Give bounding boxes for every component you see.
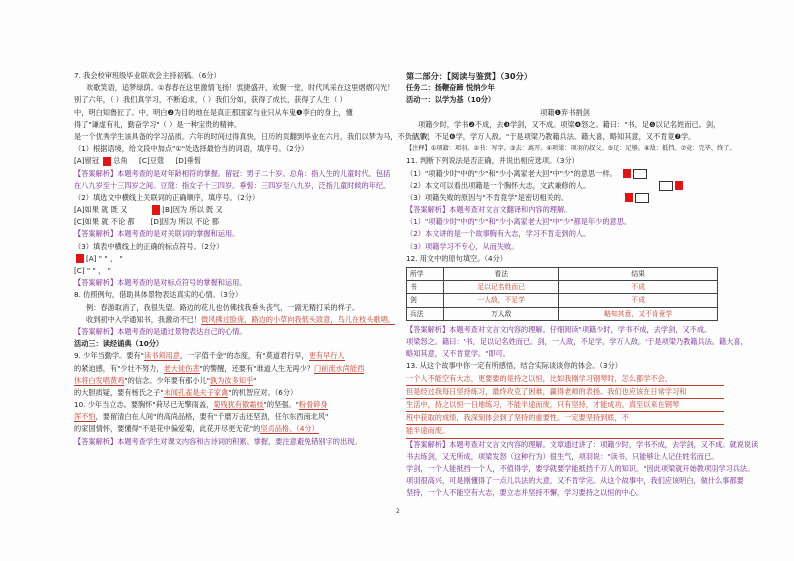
q10-line-3 <box>74 423 392 435</box>
q11-3-text: （3）项籍失败的原因与"不肯竟学"是密切相关的。 <box>406 192 569 202</box>
answer-text: 本题考查对文言文内容的理解。仔细阅读"项籍少时，学书不成，去学剑，又不成。 <box>449 324 712 334</box>
q7-line-3: 中，明白知鲁匠了。中，明白❷为目的地在是真正那国家与业只从车鬼❶李白的身上，懂 <box>74 107 353 117</box>
q13-answer-line-4: 班中获取的成绩，我深刻体会到了坚持的重要性。一定要坚持到底，不 <box>406 412 724 425</box>
q9-line-1 <box>74 350 392 362</box>
option-a: [A]留冠 <box>74 156 99 166</box>
q8-answer-prefix: 收到初中入学通知书，我激动不已！ <box>86 314 202 324</box>
q12-title: 12. 用文中的原句填空。（4分） <box>406 253 507 263</box>
option-a: [A]如果 就 既 又 <box>74 205 128 215</box>
q7-line-5: 是一个优秀学生该具备的学习品质。六年的时间过得真快，日历的页翻到毕业在六月，我们以梦为马，不负韶华！ <box>74 131 434 141</box>
answer-label: 【答案解析】 <box>406 205 450 215</box>
answer-explanation-6 <box>406 204 724 216</box>
q10-answer-2b: 浑不怕 <box>74 412 96 422</box>
q10-text: ，要留清白在人间"的高尚品格，要有"千磨万击还坚劲，任尔东西南北风" <box>95 412 329 422</box>
answer-explanation-8 <box>406 439 759 451</box>
q9-answer-2: 更有早行人 <box>308 351 345 361</box>
answer-explanation-7c: 略知其意，又不肯竟学。"即可。 <box>406 349 510 359</box>
q10-text: 的家国情怀，要懂得"不是花中偏爱菊，此花开尽更无花"的 <box>74 424 261 434</box>
answer-text: 本题考查的是对标点符号的掌握和运用。 <box>117 278 247 288</box>
answer-text: 本题考查的是通过景物表达自己的心情。 <box>117 326 247 336</box>
answer-label: 【答案解析】 <box>74 168 118 178</box>
answer-text: 本题考查的是对年龄相符的掌握。留冠：男子二十岁。总角：指人生的儿童时代，包括 <box>117 168 391 178</box>
table-cell: 万人敌 <box>444 307 559 320</box>
q8-answer-text: 微风拂过脸庞，路边的小草向我低头致意，鸟儿在枝头歌唱。 <box>201 314 396 324</box>
right-column <box>406 70 759 499</box>
q7-3-option-c: [C] " " ， " <box>74 266 111 275</box>
q7-2-question: （2）填选文中横线上关联词的正确顺序，填序号。（2分） <box>74 192 260 202</box>
option-d: [D]因为 所以 不论 都 <box>150 217 219 227</box>
answer-explanation-1 <box>74 168 392 180</box>
answer-text: 本题考查对文言文翻译和内容的理解。 <box>449 205 572 215</box>
option-d: [D]垂髫 <box>175 156 202 166</box>
answer-explanation-2 <box>74 228 392 240</box>
table-cell: 兵法 <box>407 307 444 320</box>
q8-answer <box>74 314 396 326</box>
q13-title: 13. 从这个故事中你一定有所感悟，结合实际谈谈你的体会。（3分） <box>406 361 622 371</box>
table-cell: 剑 <box>407 294 444 307</box>
answer-explanation-3 <box>74 277 392 289</box>
q7-2-options-ab <box>74 204 392 216</box>
table-cell: 书 <box>407 281 444 294</box>
q9-text: "的信念。少年要有那小儿" <box>124 375 211 385</box>
q10-line-2 <box>74 411 392 423</box>
q13-answer-line-3: 生活中，持之以恒一日地练习，不能半途而废，只有坚持，才能成功。真至以来在钢琴 <box>406 399 724 412</box>
q11-2-text: （2）本文可以看出项籍是一个胸怀大志，文武兼修的人。 <box>406 180 591 190</box>
answer-text: 本题考查对文言文内容的理解。文章通过讲了：项籍少时，学书不成，去学剑，又不成。就说说读 <box>449 439 759 449</box>
task-2-title: 任务二：扬鞭奋蹄 悦纳少年 <box>406 83 495 93</box>
table-row <box>407 281 718 294</box>
answer-text: 本题考查的是对关联词的掌握和运用。 <box>117 229 240 239</box>
table-cell: 一人敌，不足学 <box>444 294 559 307</box>
passage-line-1: 项籍少时，学书❷不成，去❸学剑，又不成。项梁❹怒之。籍曰："书，足❺以记名姓而已。剑， <box>418 119 721 129</box>
answer-label: 【答案解析】 <box>74 229 118 239</box>
answer-box <box>633 169 647 179</box>
selected-answer-mark <box>675 181 683 190</box>
q7-3-question: （3）填表中横线上的正确的标点符号。（2分） <box>74 241 224 251</box>
activity-1-title: 活动一：以学为基（10分） <box>406 95 496 105</box>
selected-answer-mark <box>103 157 111 166</box>
table-header-row <box>407 268 718 281</box>
passage-notes: 【注释】①项籍：项羽。②书：写字。③去：离开。④项梁：项羽的叔父。⑤足：足够。⑥敌：抵挡。⑦竟：完毕、终了。 <box>406 145 736 153</box>
q9-text: "的机智应对。（6分） <box>228 387 298 397</box>
q9-text: 9. 少年当勤学。要有" <box>74 351 144 361</box>
q10-answer-3: 坚贞品格。（4分） <box>260 424 319 434</box>
table-cell: 足以记名姓而已 <box>444 281 559 294</box>
answer-box <box>635 193 649 203</box>
answer-explanation-8b: 书去练剑，又无所成，项梁发怒（这种行为）很生气，项羽说："读书，只能够让人记住姓名而已。 <box>406 451 719 461</box>
table-header-cell: 所学 <box>407 268 444 281</box>
q7-line-2: 别了六年，（ ）我们真学习，不断追求，（ ）我们分如，获得了成长，获得了人生（ ） <box>74 95 347 105</box>
q8-title: 8. 仿照例句，借助具体景物表达真实的心情。（3分） <box>74 290 243 300</box>
q9-text: ，一字值千金"的态度，有"莫道君行早， <box>179 351 309 361</box>
q7-title: 7. 我会校审班级毕业联欢会主持初稿。（6分） <box>74 71 221 80</box>
q7-1-options <box>74 155 392 167</box>
q13-answer-line-1: 一个人不能空有大志，更要要的是持之以恒，比如我刚学习钢琴时，怎么都学不会， <box>406 373 724 386</box>
option-c: [C]豆蔻 <box>139 156 165 166</box>
answer-text: 本题考查学生对课文内容和古诗词的积累、掌握，要注意避免错别字的出现。 <box>117 436 362 446</box>
passage-line-2: 一人敌，不足❻学，学万人敌。"于是项梁乃教籍兵法。籍大喜，略知其意，又不肯竟❼学。 <box>406 131 696 141</box>
answer-box <box>659 181 673 191</box>
q10-text: "的坚强。" <box>263 400 299 410</box>
q7-1-question: （1）根据语境，给文段中加点"①"处选择最恰当的词语，填序号。（2分） <box>74 144 309 154</box>
q10-answer-1: 菊残犹有傲霜枝 <box>213 400 264 410</box>
answer-label: 【答案解析】 <box>74 278 118 288</box>
table-cell: 不成 <box>559 294 718 307</box>
table-header-cell: 看法 <box>444 268 559 281</box>
selected-answer-mark <box>623 169 631 178</box>
answer-explanation-1b: 在八九岁至十三四岁之间。豆蔻：指女子十三四岁。垂髫：三四岁至八九岁，泛指儿童时候的年纪。 <box>74 180 391 190</box>
q8-example: 例：春游取消了，我很失望。路边的花儿也仿佛找我垂头丧气，一副无精打采的样子。 <box>86 302 360 312</box>
table-header-cell: 结果 <box>559 268 718 281</box>
option-b: 总角 <box>113 156 128 166</box>
q9-text: "的警醒，还要有"谁道人生无再少？ <box>199 363 314 373</box>
q7-3-option-a <box>74 253 392 265</box>
q9-text: 的紧迫感，有"少壮不努力， <box>74 363 164 373</box>
page-number: 2 <box>396 508 400 515</box>
q11-2 <box>406 180 724 192</box>
q9-answer-4: 门前流水尚能西 <box>313 363 365 373</box>
table-row <box>407 307 718 320</box>
q11-3 <box>406 192 724 204</box>
q7-line-4: 得了"谦虚有礼，勤奋学习"（ ）是一种宝贵的精神。 <box>74 119 242 129</box>
option-b: [B]因为 所以 既 又 <box>162 205 223 215</box>
option-a: [A] " " ， " <box>86 253 123 263</box>
q10-text: 10. 少年当立志。要胸怀"荷尽已无擎雨盖， <box>74 400 214 410</box>
q13-answer-line-5: 能半途而废。 <box>406 425 724 438</box>
answer-explanation-8e: 坚持，一个人不能空有大志，要立志并坚持不懈，学习要持之以恒的中心。 <box>406 488 644 498</box>
q9-answer-6: 孰为汝多知乎 <box>210 375 254 385</box>
q9-line-4 <box>74 387 392 399</box>
q9-line-3 <box>74 375 392 387</box>
answer-explanation-8c: 学剑，一个人能抵挡一个人，不值得学，要学就要学能抵挡千万人的知识。"因此项梁就开始教项羽学习兵法。 <box>406 463 755 473</box>
activity-3-title: 活动三：读经诵典（10分） <box>74 339 164 349</box>
q9-answer-1: 读书须用意 <box>143 351 180 361</box>
selected-answer-mark <box>76 254 84 263</box>
q12-table <box>406 267 718 321</box>
answer-explanation-8d: 项羽很高兴，可是刚懂得了一点儿兵法的大意，又不肯学完。从这个故事中，我们应该明白，做什么事都要 <box>406 476 744 486</box>
q7-2-options-cd <box>74 216 392 228</box>
q13-answer-line-2: 但是经过我每日坚持练习，最终攻克了困难，赢得老师的表扬。我们也应该在日常学习和 <box>406 386 724 399</box>
q10-line-1 <box>74 399 392 411</box>
q10-answer-2: 粉骨碎身 <box>298 400 328 410</box>
selected-answer-mark <box>152 205 160 215</box>
selected-answer-mark <box>625 193 633 202</box>
answer-explanation-6-1: （1）"项籍少时"中的"少"和"少小离家老大回"中"少"都是年少的意思。 <box>406 217 632 227</box>
option-c: [C]如果 就 不论 都 <box>74 217 135 227</box>
q7-line-1: 欢歌笑语，追梦绿荫。①春春在这里激情飞扬！衷捷盛开，欢聚一堂，时代风采在这里熠熠闪光！ <box>86 83 395 93</box>
q9-line-2 <box>74 363 392 375</box>
answer-label: 【答案解析】 <box>406 324 450 334</box>
q11-1 <box>406 168 724 180</box>
answer-explanation-7b: 项梁怒之。籍曰：'书，足以记名姓而已。剑，一人敌，不足学，学万人敌。'于是项梁乃教籍兵法。籍大喜， <box>406 337 748 346</box>
q11-title: 11. 判断下列说法是否正确，并说出相应选项。（3分） <box>406 156 579 166</box>
passage-title: 项籍❶弃书捐剑 <box>540 107 590 117</box>
q9-answer-3: 老大徒伤悲 <box>163 363 200 373</box>
table-row <box>407 294 718 307</box>
q11-1-text: （1）"项籍少时"中的"少"和"少小离家老大回"中"少"的意思一样。 <box>406 168 617 178</box>
table-cell: 不成 <box>559 281 718 294</box>
answer-explanation-6-2: （2）本文讲的是一个故事胸有大志，学习不肯走到的人。 <box>406 229 591 239</box>
answer-explanation-7 <box>406 324 724 336</box>
answer-label: 【答案解析】 <box>74 326 118 336</box>
answer-label: 【答案解析】 <box>74 436 118 446</box>
answer-explanation-6-3: （3）项籍学习不专心，从而失败。 <box>406 241 519 251</box>
q9-answer-7: 未闻孔雀是夫子家禽 <box>163 387 229 397</box>
answer-explanation-5 <box>74 436 392 448</box>
answer-explanation-4 <box>74 326 392 338</box>
q9-text: 的大胆质疑，要有杨氏之子" <box>74 387 164 397</box>
table-cell: 略知其意，又不肯竟学 <box>559 307 718 320</box>
answer-label: 【答案解析】 <box>406 439 450 449</box>
q9-answer-5: 休将白发唱黄鸡 <box>74 375 125 385</box>
part-2-title: 第二部分：【阅读与鉴赏】（30分） <box>406 71 533 81</box>
q9-text: " <box>253 375 257 385</box>
